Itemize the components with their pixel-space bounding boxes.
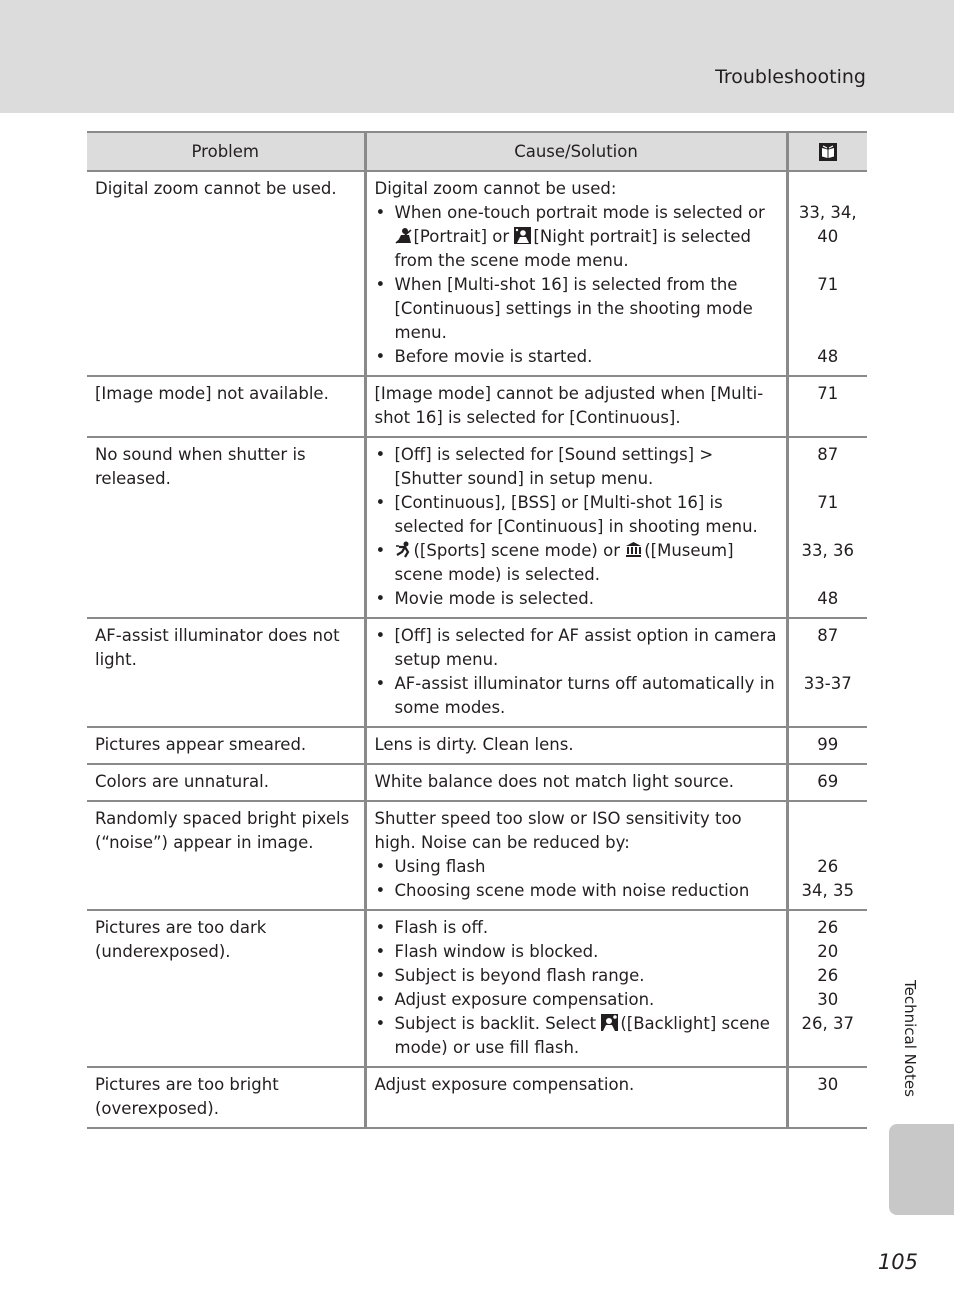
problem-cell: Colors are unnatural.: [87, 764, 365, 801]
page-header-title: Troubleshooting: [715, 66, 866, 88]
cause-cell: White balance does not match light source.: [365, 764, 787, 801]
header-band: [0, 0, 954, 113]
list-item: • Flash is off.: [375, 916, 778, 940]
header-problem: Problem: [87, 132, 365, 171]
problem-cell: Pictures appear smeared.: [87, 727, 365, 764]
page-ref: 71: [817, 384, 839, 403]
page-ref: 20: [817, 942, 839, 961]
list-item: • Subject is beyond flash range.: [375, 964, 778, 988]
item-text: [Portrait] or: [413, 227, 510, 246]
side-tab-label: Technical Notes: [901, 980, 919, 1097]
list-item: • [Off] is selected for AF assist option in camera setup menu.: [375, 624, 778, 672]
page-ref: 87: [817, 626, 839, 645]
page-ref: 33-37: [803, 674, 852, 693]
page-ref: 69: [817, 772, 839, 791]
problem-cell: Digital zoom cannot be used.: [87, 171, 365, 376]
page-ref: 26: [817, 966, 839, 985]
page-ref: 33, 34,: [798, 203, 857, 222]
page-ref: 33, 36: [801, 541, 854, 560]
header-reference: [787, 132, 867, 171]
page-ref: 26: [817, 857, 839, 876]
list-item: [375, 201, 778, 273]
list-item: • Before movie is started.: [375, 345, 778, 369]
item-text: [Night portrait] is selected from the scene mode menu.: [394, 227, 751, 270]
page-ref: 40: [817, 227, 839, 246]
cause-cell: [365, 618, 787, 727]
reference-pages-cell: [787, 437, 867, 618]
cause-cell: [Image mode] cannot be adjusted when [Multi-shot 16] is selected for [Continuous].: [365, 376, 787, 437]
page-ref: [797, 563, 860, 587]
reference-pages-cell: [787, 801, 867, 910]
page-ref: [797, 297, 860, 321]
list-item: • Flash window is blocked.: [375, 940, 778, 964]
item-text: Subject is backlit. Select: [394, 1014, 597, 1033]
page-ref: 71: [817, 493, 839, 512]
table-row: [87, 910, 867, 1067]
table-row: [87, 171, 867, 376]
problem-cell: [Image mode] not available.: [87, 376, 365, 437]
table-row: [87, 618, 867, 727]
cause-cell: [365, 910, 787, 1067]
cause-cell: [365, 801, 787, 910]
problem-cell: Pictures are too dark (underexposed).: [87, 910, 365, 1067]
page-ref: 87: [817, 445, 839, 464]
table-row: [87, 1067, 867, 1128]
problem-cell: AF-assist illuminator does not light.: [87, 618, 365, 727]
cause-cell: Adjust exposure compensation.: [365, 1067, 787, 1128]
table-row: [87, 727, 867, 764]
reference-pages-cell: [787, 1067, 867, 1128]
cause-list: [375, 624, 778, 720]
cause-list: [375, 443, 778, 611]
cause-list: [375, 201, 778, 369]
list-item: • [Off] is selected for [Sound settings] > [Shutter sound] in setup menu.: [375, 443, 778, 491]
page-ref: [797, 648, 860, 672]
reference-pages-cell: [787, 376, 867, 437]
reference-pages-cell: [787, 618, 867, 727]
page-ref: [797, 807, 860, 831]
list-item: • Using flash: [375, 855, 778, 879]
problem-cell: No sound when shutter is released.: [87, 437, 365, 618]
item-text: ([Backlight] scene mode) or use fill flash.: [394, 1014, 770, 1057]
page-ref: 48: [817, 589, 839, 608]
page-ref: 48: [817, 347, 839, 366]
reference-pages-cell: [787, 764, 867, 801]
item-text: ([Museum] scene mode) is selected.: [394, 541, 734, 584]
list-item: • Movie mode is selected.: [375, 587, 778, 611]
reference-pages-cell: [787, 171, 867, 376]
cause-cell: [365, 171, 787, 376]
table-header-row: [87, 132, 867, 171]
item-text: When one-touch portrait mode is selected or: [394, 203, 765, 222]
reference-pages-cell: [787, 727, 867, 764]
list-item: • Choosing scene mode with noise reduction: [375, 879, 778, 903]
page-ref: 71: [817, 275, 839, 294]
list-item: • [Continuous], [BSS] or [Multi-shot 16] is selected for [Continuous] in shooting menu.: [375, 491, 778, 539]
list-item: • Adjust exposure compensation.: [375, 988, 778, 1012]
problem-cell: Randomly spaced bright pixels (“noise”) appear in image.: [87, 801, 365, 910]
page-ref: [797, 249, 860, 273]
page-ref: [797, 177, 860, 201]
museum-icon: [625, 541, 642, 558]
cause-list: [375, 855, 778, 903]
page-ref: 26: [817, 918, 839, 937]
backlight-icon: [601, 1014, 618, 1031]
problem-cell: Pictures are too bright (overexposed).: [87, 1067, 365, 1128]
item-text: ([Sports] scene mode) or: [413, 541, 620, 560]
page-ref: 26, 37: [801, 1014, 854, 1033]
night-portrait-icon: [514, 227, 531, 244]
list-item: • AF-assist illuminator turns off automatically in some modes.: [375, 672, 778, 720]
cause-intro: Shutter speed too slow or ISO sensitivity too high. Noise can be reduced by:: [374, 809, 742, 852]
table-row: [87, 376, 867, 437]
cause-cell: Lens is dirty. Clean lens.: [365, 727, 787, 764]
page-ref: [797, 831, 860, 855]
book-reference-icon: [819, 143, 837, 161]
reference-pages-cell: [787, 910, 867, 1067]
cause-cell: [365, 437, 787, 618]
page-ref: 30: [817, 1075, 839, 1094]
list-item: [375, 539, 778, 587]
page-ref: 99: [817, 735, 839, 754]
list-item: • When [Multi-shot 16] is selected from the [Continuous] settings in the shooting mode menu.: [375, 273, 778, 345]
troubleshooting-table: [87, 131, 867, 1129]
page-ref: 34, 35: [801, 881, 854, 900]
page-number: 105: [877, 1250, 918, 1274]
page-ref: 30: [817, 990, 839, 1009]
table-row: [87, 764, 867, 801]
table-row: [87, 801, 867, 910]
page-ref: [797, 467, 860, 491]
list-item: [375, 1012, 778, 1060]
cause-list: [375, 916, 778, 1060]
cause-intro: Digital zoom cannot be used:: [374, 179, 617, 198]
sports-icon: [395, 541, 412, 558]
header-cause-solution: Cause/Solution: [365, 132, 787, 171]
portrait-icon: [395, 227, 412, 244]
page-ref: [797, 321, 860, 345]
table-row: [87, 437, 867, 618]
page-ref: [797, 515, 860, 539]
side-tab: [889, 1124, 954, 1215]
